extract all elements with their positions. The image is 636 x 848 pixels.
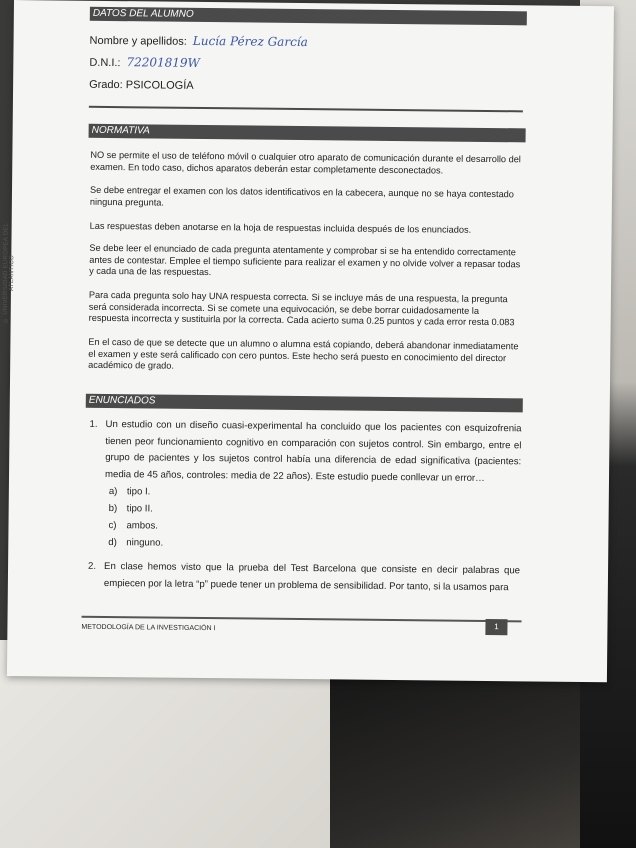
option-text: tipo II. (126, 503, 153, 515)
option-text: ninguno. (126, 537, 164, 549)
option-letter: d) (108, 537, 117, 549)
grade-value: PSICOLOGÍA (125, 79, 194, 92)
rule-paragraph: NO se permite el uso de teléfono móvil o cualquier otro aparato de comunicación durante el desarrollo del examen. En todo caso, dichos aparatos deberán estar completamente desconectados. (90, 149, 521, 176)
exam-sheet (2, 0, 614, 682)
question-number: 2. (88, 560, 97, 572)
question-1-option (109, 486, 151, 497)
grade-field (89, 79, 194, 92)
student-data-header: DATOS DEL ALUMNO (90, 7, 527, 26)
question-1-option (108, 520, 158, 532)
rule-paragraph: Las respuestas deben anotarse en la hoja de respuestas incluida después de los enunciados. (89, 220, 472, 235)
rule-paragraph: En el caso de que se detecte que un alumno o alumna está copiando, deberá abandonar inmediatamente el examen y este será calificado con cero puntos. Este hecho será puesto en conocimiento del director académico de grado. (88, 336, 519, 371)
university-side-text: © UNIVERSIDAD EUROPEA DEL ATLÁNTICO (2, 222, 16, 324)
dni-field (89, 55, 200, 70)
dni-label: D.N.I.: (89, 56, 121, 70)
option-text: tipo I. (126, 486, 151, 498)
question-text: Un estudio con un diseño cuasi-experimental ha concluido que los pacientes con esquizofrenia tienen peor funcionamiento cognitivo en comparación con sujetos control. Sin embargo, entre el grupo de pacientes y los sujetos control había una diferencia de edad significativa (pacientes: media de 45 años, controles: media de 22 años). Este estudio puede conllevar un error… (104, 418, 522, 484)
rule-paragraph: Para cada pregunta solo hay UNA respuesta correcta. Si se incluye más de una respuesta, la pregunta será considerada incorrecta. Si se comete una equivocación, se debe borrar cuidadosamente la respuesta incorrecta y sustituirla por la correcta. Cada acierto suma 0.25 puntos y cada error resta 0.083 (88, 289, 515, 328)
option-letter: c) (108, 520, 117, 532)
footer-divider (82, 616, 522, 623)
question-number: 1. (89, 418, 98, 430)
dni-value: 72201819W (126, 55, 201, 70)
normativa-header: NORMATIVA (89, 124, 526, 143)
rule-paragraph: Se debe leer el enunciado de cada pregunta atentamente y comprobar si se ha entendido correctamente antes de contestar. Emplee el tiempo suficiente para realizar el examen y no olvide volver a repasar todas y cada una de las respuestas. (89, 242, 521, 278)
name-field (90, 33, 308, 49)
question-text: En clase hemos visto que la prueba del Test Barcelona que consiste en decir palabras que empiecen por la letra “p” puede tener un problema de sensibilidad. Por tanto, si la usamos para (103, 560, 521, 593)
option-letter: a) (108, 486, 118, 498)
header-divider (89, 106, 523, 113)
enunciados-header: ENUNCIADOS (86, 394, 523, 413)
option-text: ambos. (126, 520, 159, 532)
course-name: METODOLOGÍA DE LA INVESTIGACIÓN I (81, 623, 216, 633)
question-1-option (109, 503, 153, 514)
question-2 (88, 559, 520, 597)
question-1 (89, 417, 522, 488)
name-label: Nombre y apellidos: (89, 34, 187, 48)
rule-paragraph: Se debe entregar el examen con los datos identificativos en la cabecera, aunque no se haya contestado ninguna pregunta. (89, 184, 514, 208)
page-number: 1 (485, 619, 507, 635)
grade-label: Grado: (89, 78, 123, 92)
name-value: Lucía Pérez García (192, 33, 308, 50)
option-letter: b) (108, 503, 118, 515)
question-1-option (108, 537, 163, 549)
